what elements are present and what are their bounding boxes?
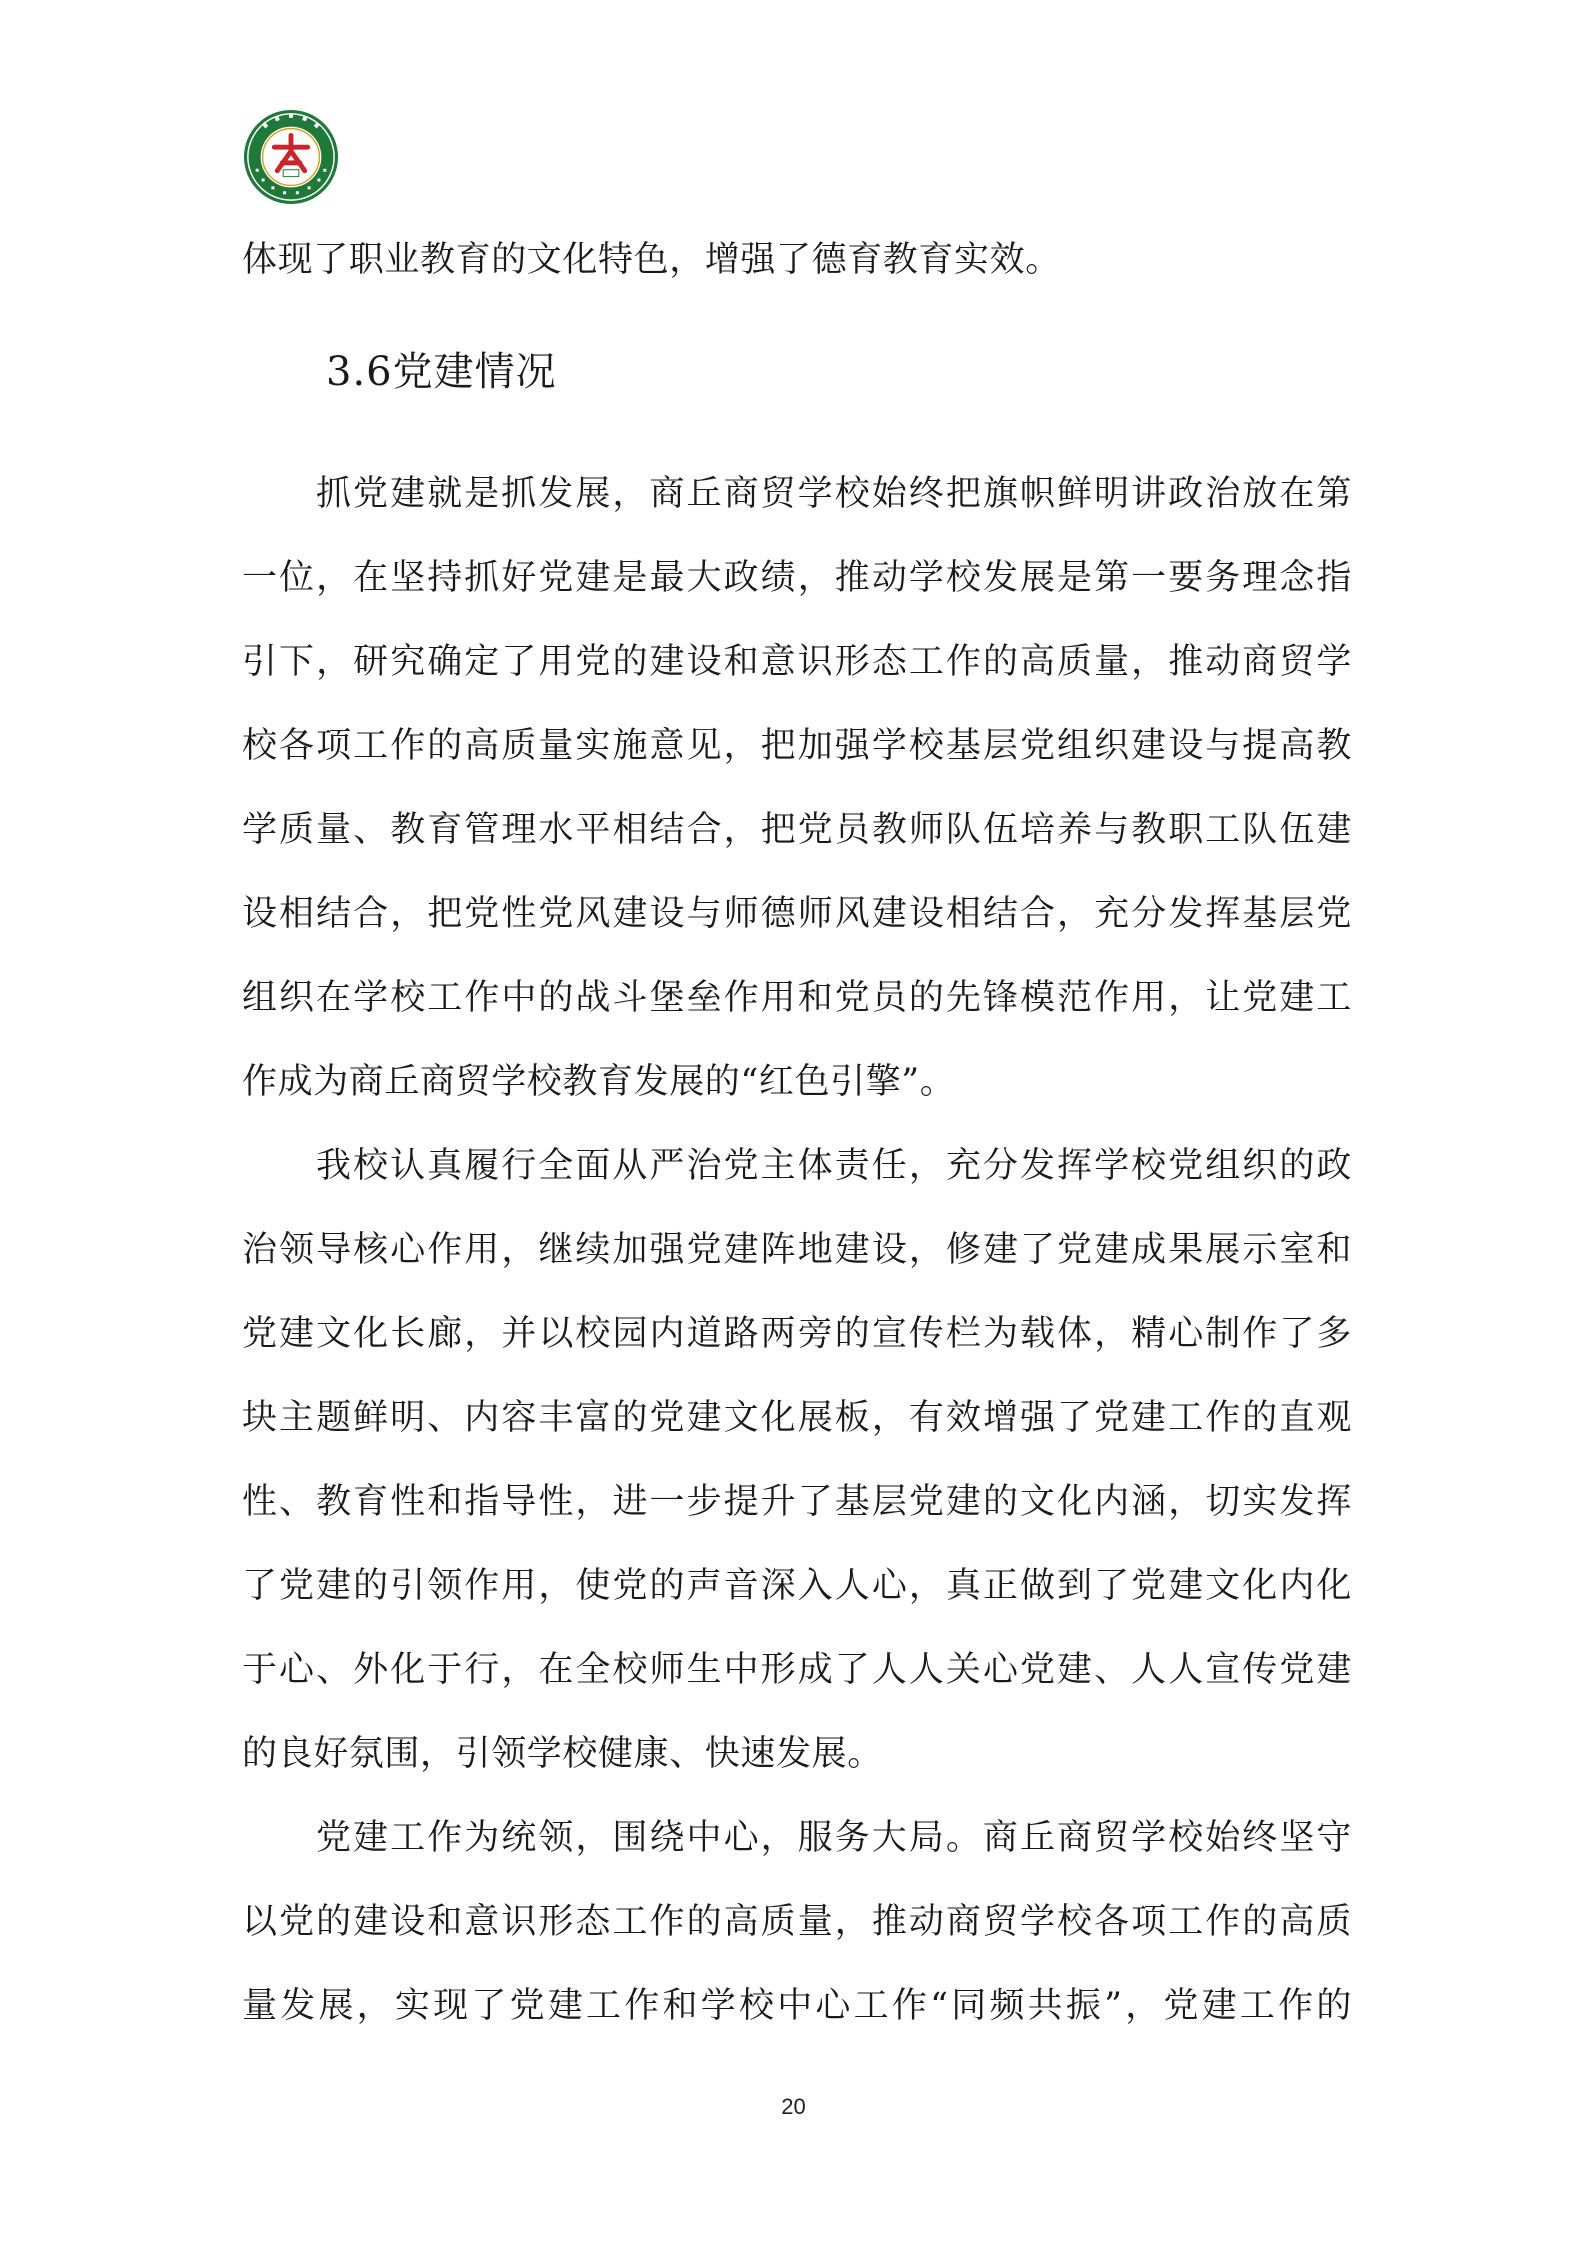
intro-line: 体现了职业教育的文化特色，增强了德育教育实效。 (242, 240, 1061, 280)
paragraph-line: 以党的建设和意识形态工作的高质量，推动商贸学校各项工作的高质 (242, 1902, 1352, 1942)
paragraph-line: 学质量、教育管理水平相结合，把党员教师队伍培养与教职工队伍建 (242, 810, 1352, 850)
paragraph-3 (242, 1796, 1352, 2048)
paragraph-2 (242, 1124, 1352, 1796)
section-heading: 3.6党建情况 (326, 349, 557, 395)
paragraph-line: 设相结合，把党性党风建设与师德师风建设相结合，充分发挥基层党 (242, 894, 1352, 934)
paragraph-line: 了党建的引领作用，使党的声音深入人心，真正做到了党建文化内化 (242, 1566, 1352, 1606)
paragraph-line: 党建工作为统领，围绕中心，服务大局。商丘商贸学校始终坚守 (316, 1818, 1352, 1858)
paragraph-line: 块主题鲜明、内容丰富的党建文化展板，有效增强了党建工作的直观 (242, 1398, 1352, 1438)
paragraph-line: 性、教育性和指导性，进一步提升了基层党建的文化内涵，切实发挥 (242, 1482, 1352, 1522)
paragraph-line: 引下，研究确定了用党的建设和意识形态工作的高质量，推动商贸学 (242, 642, 1352, 682)
paragraph-line: 组织在学校工作中的战斗堡垒作用和党员的先锋模范作用，让党建工 (242, 978, 1352, 1018)
paragraph-line: 作成为商丘商贸学校教育发展的“红色引擎”。 (242, 1062, 956, 1102)
intro-paragraph (242, 218, 1352, 302)
paragraph-line: 于心、外化于行，在全校师生中形成了人人关心党建、人人宣传党建 (242, 1650, 1352, 1690)
school-emblem (242, 108, 340, 206)
page-number: 20 (781, 2094, 806, 2119)
paragraph-line: 治领导核心作用，继续加强党建阵地建设，修建了党建成果展示室和 (242, 1230, 1352, 1270)
body-text (242, 452, 1352, 2048)
school-emblem-icon (242, 108, 340, 206)
paragraph-line: 的良好氛围，引领学校健康、快速发展。 (242, 1734, 883, 1774)
paragraph-line: 量发展，实现了党建工作和学校中心工作“同频共振”，党建工作的 (242, 1986, 1352, 2026)
paragraph-line: 我校认真履行全面从严治党主体责任，充分发挥学校党组织的政 (316, 1146, 1352, 1186)
paragraph-line: 党建文化长廊，并以校园内道路两旁的宣传栏为载体，精心制作了多 (242, 1314, 1352, 1354)
paragraph-line: 抓党建就是抓发展，商丘商贸学校始终把旗帜鲜明讲政治放在第 (316, 474, 1352, 514)
paragraph-line: 一位，在坚持抓好党建是最大政绩，推动学校发展是第一要务理念指 (242, 558, 1352, 598)
paragraph-1 (242, 452, 1352, 1124)
paragraph-line: 校各项工作的高质量实施意见，把加强学校基层党组织建设与提高教 (242, 726, 1352, 766)
